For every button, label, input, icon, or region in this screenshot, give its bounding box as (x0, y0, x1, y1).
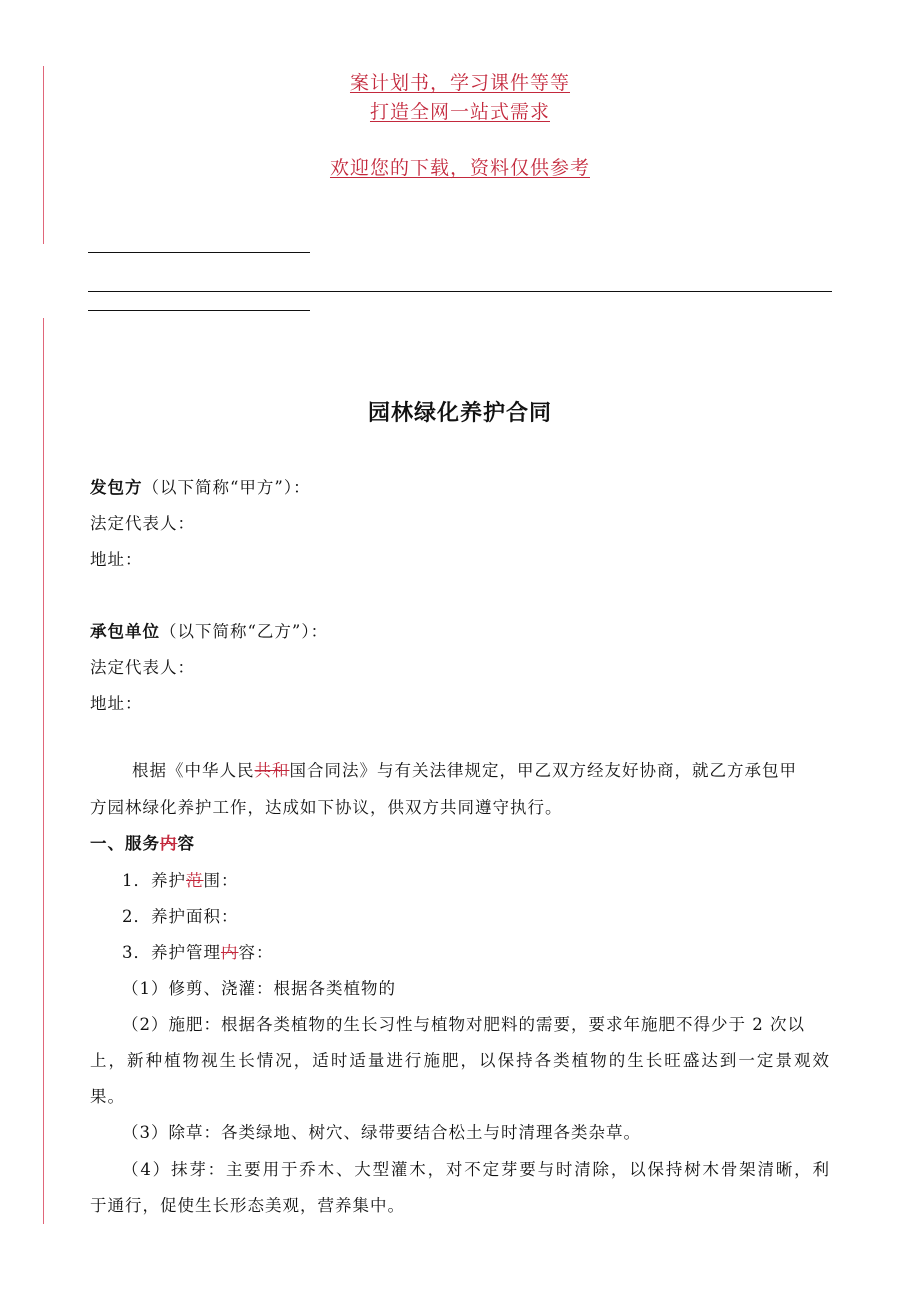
margin-line-body (43, 318, 44, 1224)
item-1-text-b: 围： (203, 871, 239, 890)
preamble-text-b: 国合同法》与有关法律规定，甲乙双方经友好协商，就乙方承包甲 (289, 761, 797, 780)
preamble-line-1 (132, 757, 830, 781)
short-rule-bottom (88, 310, 310, 311)
long-rule (88, 291, 832, 292)
header-link-2[interactable]: 打造全网一站式需求 (369, 101, 550, 123)
preamble-text-a: 根据《中华人民 (132, 761, 255, 780)
deleted-text: 内 (221, 943, 239, 962)
item-2: 2．养护面积： (122, 907, 239, 926)
clause-2-line-1: （2）施肥：根据各类植物的生长习性与植物对肥料的需要，要求年施肥不得少于 2 次以 (122, 1015, 805, 1034)
short-rule-top (88, 252, 310, 253)
clause-4-line-2: 于通行，促使生长形态美观，营养集中。 (90, 1196, 405, 1215)
section-1-text-a: 一、服务 (90, 834, 160, 853)
party-a-suffix: （以下简称“甲方”）： (142, 478, 311, 497)
preamble-line-2: 方园林绿化养护工作，达成如下协议，供双方共同遵守执行。 (90, 798, 563, 817)
item-1-text-a: 1．养护 (122, 871, 186, 890)
party-a-line (90, 474, 830, 498)
deleted-text: 内 (160, 834, 178, 853)
party-a-rep: 法定代表人： (90, 514, 195, 533)
item-1 (122, 867, 862, 891)
deleted-text: 共和 (254, 761, 290, 780)
item-3-text-a: 3．养护管理 (122, 943, 221, 962)
party-b-rep: 法定代表人： (90, 658, 195, 677)
party-b-label: 承包单位 (90, 622, 160, 641)
clause-4-line-1: （4）抹芽：主要用于乔木、大型灌木，对不定芽要与时清除，以保持树木骨架清晰，利 (122, 1160, 830, 1179)
clause-1: （1）修剪、浇灌：根据各类植物的 (122, 979, 396, 998)
header-link-3[interactable]: 欢迎您的下载，资料仅供参考 (329, 157, 590, 179)
item-3-text-b: 容： (238, 943, 274, 962)
party-b-suffix: （以下简称“乙方”）： (160, 622, 329, 641)
party-a-label: 发包方 (90, 478, 143, 497)
clause-3: （3）除草：各类绿地、树穴、绿带要结合松土与时清理各类杂草。 (122, 1123, 641, 1142)
item-3 (122, 939, 862, 963)
section-1-heading (90, 830, 830, 854)
clause-2-line-3: 果。 (90, 1087, 125, 1106)
party-a-addr: 地址： (90, 550, 143, 569)
section-1-text-b: 容 (177, 834, 195, 853)
contract-title: 园林绿化养护合同 (367, 401, 552, 426)
party-b-line (90, 618, 830, 642)
deleted-text: 范 (186, 871, 204, 890)
party-b-addr: 地址： (90, 694, 143, 713)
header-link-1[interactable]: 案计划书，学习课件等等 (349, 72, 570, 94)
clause-2-line-2: 上，新种植物视生长情况，适时适量进行施肥，以保持各类植物的生长旺盛达到一定景观效 (90, 1051, 830, 1070)
